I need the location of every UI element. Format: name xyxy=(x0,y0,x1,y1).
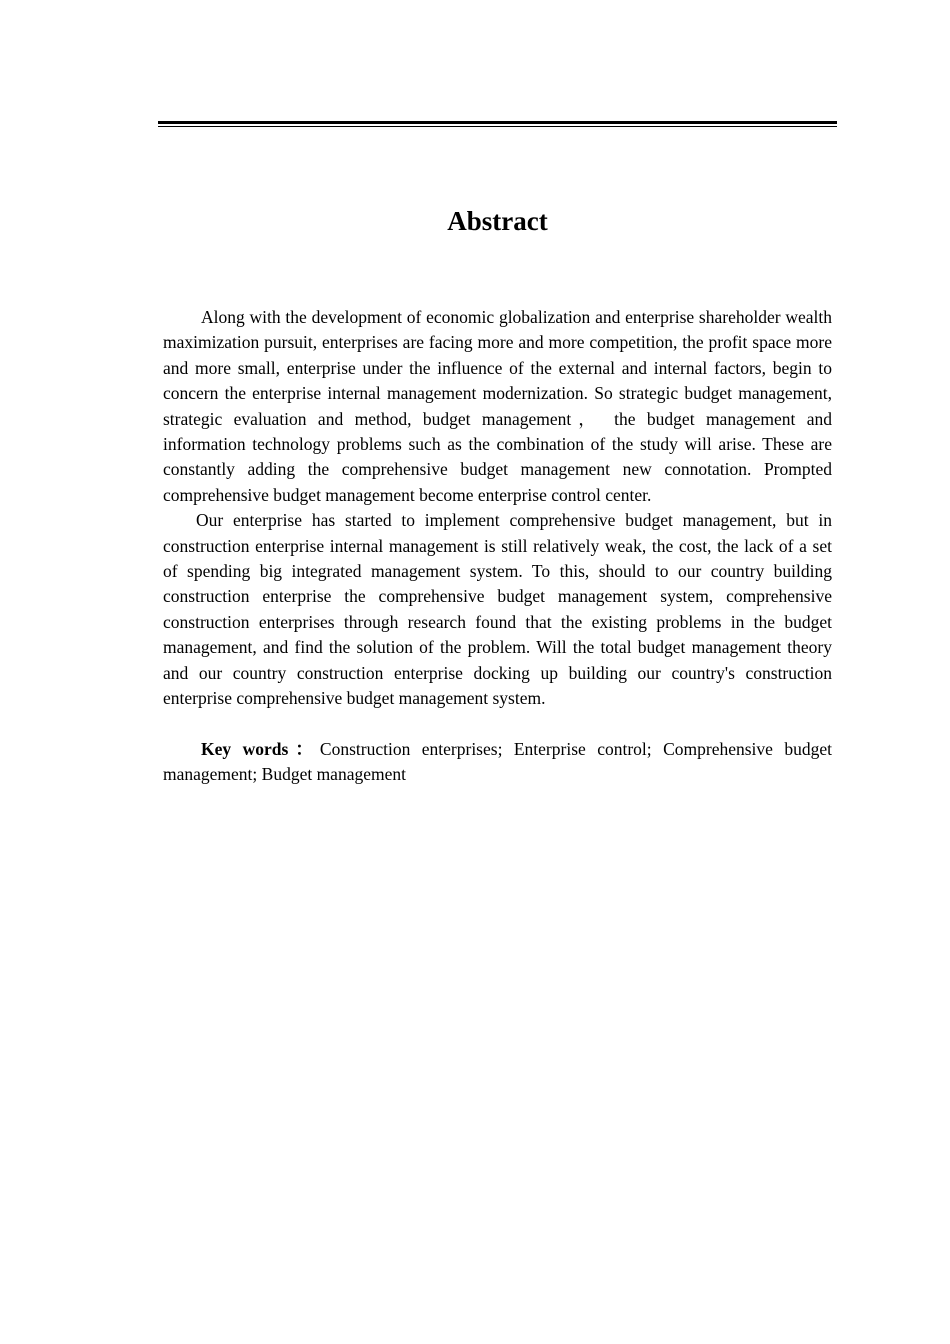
keywords-label: Key words： xyxy=(201,738,320,759)
abstract-body xyxy=(163,305,832,788)
keywords-line xyxy=(163,737,832,788)
header-rule xyxy=(158,121,837,127)
keywords-text: Construction enterprises; Enterprise control; Comprehensive budget management; Budget management xyxy=(163,738,833,785)
abstract-paragraph-1: Along with the development of economic globalization and enterprise shareholder wealth maximization pursuit, enterprises are facing more and more competition, the profit space more and more small, enterprise under the influence of the external and internal factors, begin to concern the enterprise internal management modernization. So strategic budget management, strategic evaluation and method, budget management， the budget management and information technology problems such as the combination of the study will arise. These are constantly adding the comprehensive budget management new connotation. Prompted comprehensive budget management become enterprise control center. xyxy=(163,307,832,505)
header-rule-thin xyxy=(158,126,837,127)
header-rule-thick xyxy=(158,121,837,124)
page-title: Abstract xyxy=(447,206,548,236)
abstract-paragraph-2: Our enterprise has started to implement comprehensive budget management, but in construction enterprise internal management is still relatively weak, the cost, the lack of a set of spending big integrated management system. To this, should to our country building construction enterprise the comprehensive budget management system, comprehensive construction enterprises through research found that the existing problems in the budget management, and find the solution of the problem. Will the total budget management theory and our country construction enterprise docking up building our country's construction enterprise comprehensive budget management system. xyxy=(163,510,832,709)
